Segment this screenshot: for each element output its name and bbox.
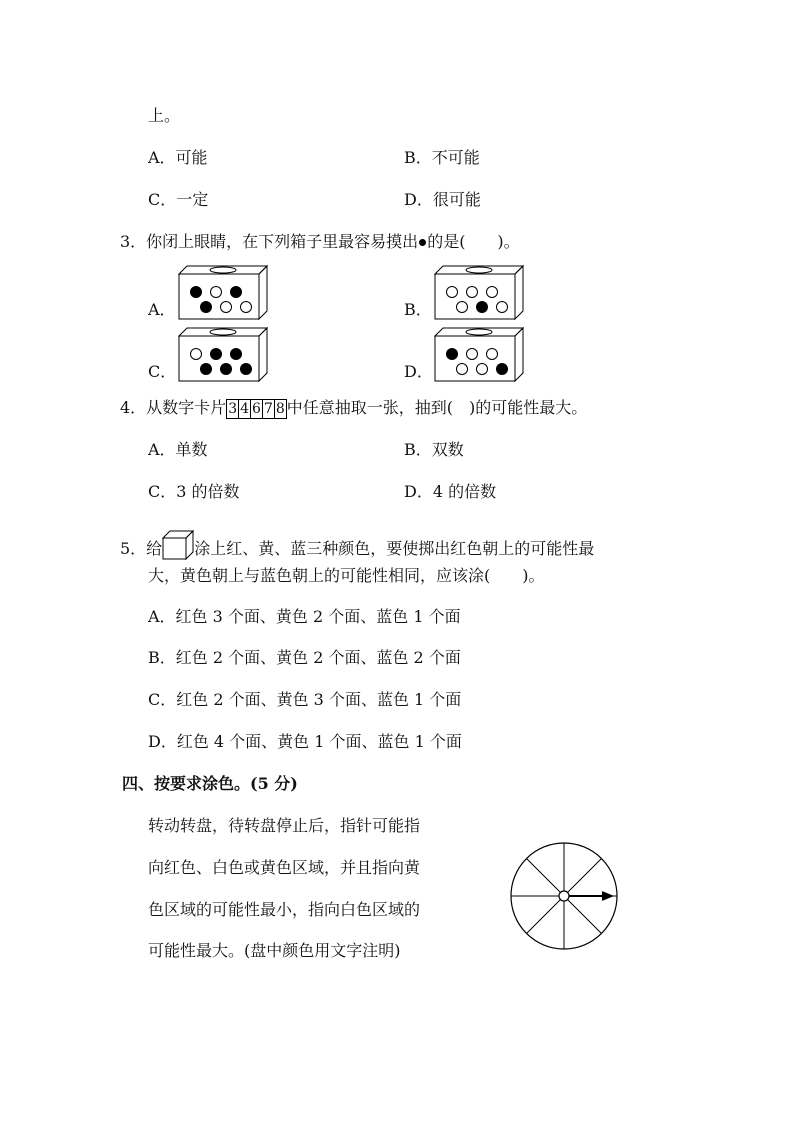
q2-option-c: C．一定 <box>148 190 209 209</box>
black-ball <box>201 302 212 313</box>
number-card: 3 <box>228 400 238 417</box>
section-4-line: 转动转盘，待转盘停止后，指针可能指 <box>148 816 421 835</box>
q4-option-c: C．3 的倍数 <box>148 482 240 501</box>
q5-option-b: B．红色 2 个面、黄色 2 个面、蓝色 2 个面 <box>148 648 461 667</box>
white-ball <box>457 302 468 313</box>
q4-question-prefix: 4．从数字卡片 <box>120 398 227 417</box>
q4-question-suffix: 中任意抽取一张，抽到( )的可能性最大。 <box>286 398 588 417</box>
box-side <box>515 266 523 319</box>
white-ball <box>487 349 498 360</box>
box-a-figure <box>178 264 268 320</box>
black-ball <box>447 349 458 360</box>
number-cards <box>226 399 287 419</box>
section-4-heading: 四、按要求涂色。(5 分) <box>122 774 298 793</box>
white-ball <box>457 364 468 375</box>
q4-option-d: D．4 的倍数 <box>404 482 497 501</box>
black-ball <box>231 287 242 298</box>
box-side <box>259 328 267 381</box>
q3-question-suffix: 的是( )。 <box>427 232 520 251</box>
box-opening <box>466 329 492 335</box>
white-ball <box>221 302 232 313</box>
q5-question-line1 <box>120 530 594 560</box>
section-4-line: 可能性最大。(盘中颜色用文字注明) <box>148 941 401 960</box>
black-ball <box>221 364 232 375</box>
white-ball <box>467 349 478 360</box>
number-card: 4 <box>240 400 250 417</box>
q2-option-b: B．不可能 <box>404 148 480 167</box>
q5-question-suffix: 涂上红、黄、蓝三种颜色，要使掷出红色朝上的可能性最 <box>194 539 595 558</box>
number-card: 7 <box>263 400 273 417</box>
number-card: 6 <box>252 400 261 417</box>
white-ball <box>211 287 222 298</box>
box-c-figure <box>178 326 268 382</box>
q4-option-b: B．双数 <box>404 440 464 459</box>
spinner-figure <box>508 840 620 952</box>
q3-label-c: C． <box>148 362 177 381</box>
q3-question <box>120 232 520 252</box>
box-d-figure <box>434 326 524 382</box>
white-ball <box>191 349 202 360</box>
q5-option-d: D．红色 4 个面、黄色 1 个面、蓝色 1 个面 <box>148 732 462 751</box>
q3-label-b: B． <box>404 300 432 319</box>
box-side <box>259 266 267 319</box>
white-ball <box>467 287 478 298</box>
spinner-hub <box>559 891 569 901</box>
black-ball <box>497 364 508 375</box>
black-ball-icon <box>419 239 426 246</box>
q5-option-c: C．红色 2 个面、黄色 3 个面、蓝色 1 个面 <box>148 690 462 709</box>
white-ball <box>447 287 458 298</box>
q5-question-line2: 大，黄色朝上与蓝色朝上的可能性相同，应该涂( )。 <box>148 566 545 585</box>
box-opening <box>210 329 236 335</box>
black-ball <box>477 302 488 313</box>
number-card: 8 <box>275 400 285 417</box>
pointer-arrow-icon <box>602 891 614 901</box>
q5-question-prefix: 5．给 <box>120 539 163 558</box>
white-ball <box>487 287 498 298</box>
box-opening <box>466 267 492 273</box>
black-ball <box>241 364 252 375</box>
q3-question-prefix: 3．你闭上眼睛，在下列箱子里最容易摸出 <box>120 232 419 251</box>
box-b-figure <box>434 264 524 320</box>
section-4-line: 向红色、白色或黄色区域，并且指向黄 <box>148 858 421 877</box>
white-ball <box>477 364 488 375</box>
white-ball <box>497 302 508 313</box>
section-4-line: 色区域的可能性最小，指向白色区域的 <box>148 900 421 919</box>
box-opening <box>210 267 236 273</box>
q3-label-d: D． <box>404 362 433 381</box>
black-ball <box>201 364 212 375</box>
q4-option-a: A．单数 <box>148 440 208 459</box>
q2-tail-text: 上。 <box>148 106 181 125</box>
cube-icon <box>162 530 194 560</box>
white-ball <box>241 302 252 313</box>
black-ball <box>211 349 222 360</box>
q5-option-a: A．红色 3 个面、黄色 2 个面、蓝色 1 个面 <box>148 607 461 626</box>
q4-question <box>120 398 587 419</box>
black-ball <box>231 349 242 360</box>
q2-option-a: A．可能 <box>148 148 208 167</box>
black-ball <box>191 287 202 298</box>
q3-label-a: A． <box>148 300 176 319</box>
q2-option-d: D．很可能 <box>404 190 481 209</box>
box-side <box>515 328 523 381</box>
